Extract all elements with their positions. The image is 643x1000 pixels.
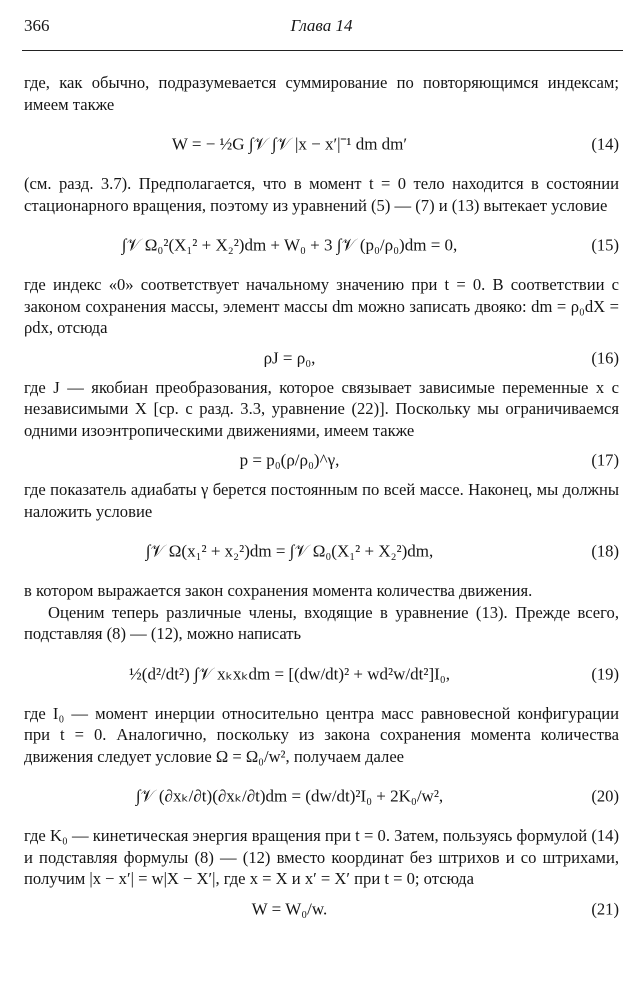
equation-body: ½(d²/dt²) ∫𝒱 xₖxₖdm = [(dw/dt)² + wd²w/dt²]I₀, — [129, 663, 450, 683]
page-header — [24, 16, 619, 40]
equation — [24, 216, 619, 274]
equation-number: (15) — [591, 235, 619, 255]
paragraph: где J — якобиан преобразования, которое связывает зависимые переменные x с независимыми X [ср. с разд. 3.3, уравнение (22)]. Поскольку мы ограничиваемся одними изоэнтропическими движениями, имеем также — [24, 377, 619, 440]
paragraph: где показатель адиабаты γ берется постоянным по всей массе. Наконец, мы должны наложить условие — [24, 480, 619, 521]
equation-number: (14) — [591, 134, 619, 154]
paragraph: в котором выражается закон сохранения момента количества движения. — [24, 581, 533, 600]
equation-number: (19) — [591, 663, 619, 683]
equation-body: W = W₀/w. — [251, 898, 328, 918]
header-rule — [22, 50, 623, 51]
equation-number: (20) — [591, 786, 619, 806]
equation-body: p = p₀(ρ/ρ₀)^γ, — [239, 450, 340, 470]
equation-body: ρJ = ρ₀, — [263, 347, 316, 367]
paragraph: где индекс «0» соответствует начальному значению при t = 0. В соответствии с законом сохранения массы, элемент массы dm можно записать двояко: dm = ρ₀dX = ρdx, отсюда — [24, 275, 619, 337]
equation — [24, 522, 619, 580]
equation — [24, 115, 619, 173]
equation-body: ∫𝒱 Ω(x₁² + x₂²)dm = ∫𝒱 Ω₀(X₁² + X₂²)dm, — [145, 541, 434, 561]
paragraph: Оценим теперь различные члены, входящие в уравнение (13). Прежде всего, подставляя (8) — (12), можно написать — [24, 602, 619, 643]
equation — [24, 441, 619, 479]
page-body — [24, 72, 619, 928]
equation-number: (21) — [591, 898, 619, 918]
equation — [24, 645, 619, 703]
equation — [24, 890, 619, 928]
equation-body: ∫𝒱 (∂xₖ/∂t)(∂xₖ/∂t)dm = (dw/dt)²I₀ + 2K₀/w², — [135, 786, 444, 806]
paragraph: где, как обычно, подразумевается суммирование по повторяющимся индексам; имеем также — [24, 73, 619, 114]
chapter-title: Глава 14 — [290, 16, 353, 35]
equation — [24, 767, 619, 825]
paragraph: где K₀ — кинетическая энергия вращения при t = 0. Затем, пользуясь формулой (14) и подставляя формулы (8) — (12) вместо координат без штрихов и со штрихами, получим |x − x′| = w|X − X′|, где x = X и x′ = X′ при t = 0; отсюда — [24, 826, 619, 888]
equation-number: (17) — [591, 450, 619, 470]
equation — [24, 339, 619, 377]
equation-body: ∫𝒱 Ω₀²(X₁² + X₂²)dm + W₀ + 3 ∫𝒱 (p₀/ρ₀)dm = 0, — [121, 235, 458, 255]
equation-body: W = − ½G ∫𝒱 ∫𝒱 |x − x′|⁻¹ dm dm′ — [171, 134, 408, 154]
paragraph: (см. разд. 3.7). Предполагается, что в момент t = 0 тело находится в состоянии стационарного вращения, поэтому из уравнений (5) — (7) и (13) вытекает условие — [24, 174, 619, 215]
equation-number: (16) — [591, 347, 619, 367]
paragraph: где I₀ — момент инерции относительно центра масс равновесной конфигурации при t = 0. Аналогично, поскольку из закона сохранения момента количества движения следует условие Ω = Ω₀/w², получаем далее — [24, 703, 619, 766]
page-number: 366 — [24, 16, 50, 35]
equation-number: (18) — [591, 541, 619, 561]
